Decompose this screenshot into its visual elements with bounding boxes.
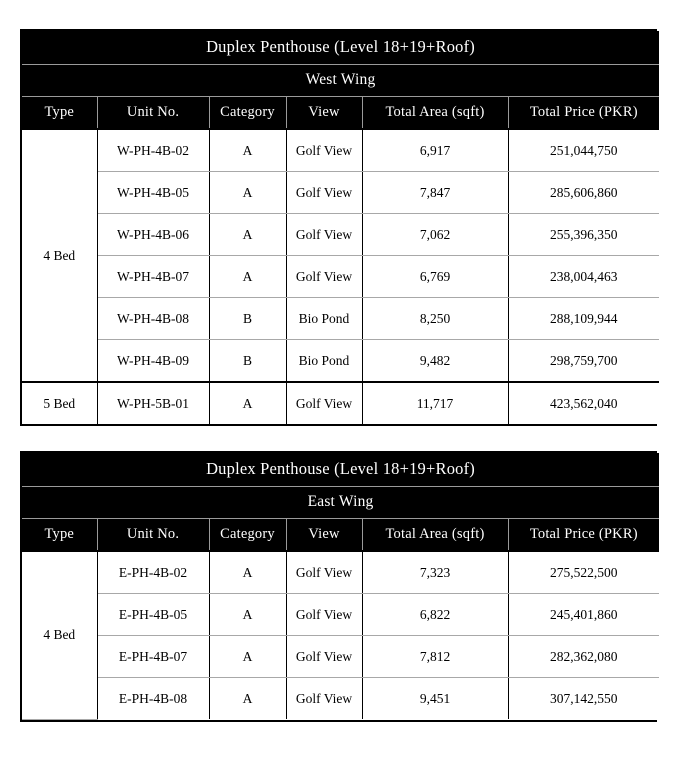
type-cell: 4 Bed bbox=[22, 129, 97, 382]
area-cell: 9,482 bbox=[362, 340, 508, 383]
category-cell: A bbox=[209, 551, 286, 594]
column-header-category: Category bbox=[209, 518, 286, 551]
price-cell: 285,606,860 bbox=[508, 172, 659, 214]
table-header bbox=[22, 453, 659, 551]
column-header-area: Total Area (sqft) bbox=[362, 518, 508, 551]
column-header-type: Type bbox=[22, 96, 97, 129]
area-cell: 6,917 bbox=[362, 129, 508, 172]
unit-cell: W-PH-4B-09 bbox=[97, 340, 209, 383]
view-cell: Golf View bbox=[286, 214, 362, 256]
column-header-row bbox=[22, 96, 659, 129]
price-cell: 298,759,700 bbox=[508, 340, 659, 383]
category-cell: A bbox=[209, 594, 286, 636]
category-cell: A bbox=[209, 256, 286, 298]
area-cell: 9,451 bbox=[362, 678, 508, 720]
table-title-row bbox=[22, 31, 659, 64]
category-cell: B bbox=[209, 340, 286, 383]
price-cell: 255,396,350 bbox=[508, 214, 659, 256]
area-cell: 7,847 bbox=[362, 172, 508, 214]
view-cell: Golf View bbox=[286, 678, 362, 720]
area-cell: 7,812 bbox=[362, 636, 508, 678]
table-body bbox=[22, 129, 659, 424]
table-body bbox=[22, 551, 659, 719]
view-cell: Golf View bbox=[286, 636, 362, 678]
pricing-table bbox=[22, 453, 659, 720]
area-cell: 11,717 bbox=[362, 382, 508, 424]
table-row bbox=[22, 551, 659, 594]
view-cell: Golf View bbox=[286, 172, 362, 214]
price-cell: 245,401,860 bbox=[508, 594, 659, 636]
unit-cell: E-PH-4B-05 bbox=[97, 594, 209, 636]
category-cell: A bbox=[209, 214, 286, 256]
view-cell: Golf View bbox=[286, 256, 362, 298]
area-cell: 7,323 bbox=[362, 551, 508, 594]
unit-cell: W-PH-5B-01 bbox=[97, 382, 209, 424]
type-cell: 5 Bed bbox=[22, 382, 97, 424]
price-cell: 423,562,040 bbox=[508, 382, 659, 424]
area-cell: 8,250 bbox=[362, 298, 508, 340]
unit-cell: E-PH-4B-08 bbox=[97, 678, 209, 720]
table-row bbox=[22, 256, 659, 298]
table-row bbox=[22, 298, 659, 340]
column-header-unit: Unit No. bbox=[97, 518, 209, 551]
table-header bbox=[22, 31, 659, 129]
view-cell: Bio Pond bbox=[286, 340, 362, 383]
table-row bbox=[22, 636, 659, 678]
unit-cell: W-PH-4B-02 bbox=[97, 129, 209, 172]
column-header-price: Total Price (PKR) bbox=[529, 103, 638, 120]
view-cell: Bio Pond bbox=[286, 298, 362, 340]
wing-label: West Wing bbox=[305, 71, 376, 88]
table-title: Duplex Penthouse (Level 18+19+Roof) bbox=[206, 459, 475, 479]
table-row bbox=[22, 678, 659, 720]
area-cell: 6,822 bbox=[362, 594, 508, 636]
unit-cell: E-PH-4B-02 bbox=[97, 551, 209, 594]
category-cell: A bbox=[209, 129, 286, 172]
pricing-table-east-wing bbox=[20, 451, 657, 722]
wing-label: East Wing bbox=[307, 493, 374, 510]
price-cell: 288,109,944 bbox=[508, 298, 659, 340]
column-header-area: Total Area (sqft) bbox=[362, 96, 508, 129]
unit-cell: W-PH-4B-07 bbox=[97, 256, 209, 298]
column-header-row bbox=[22, 518, 659, 551]
unit-cell: W-PH-4B-08 bbox=[97, 298, 209, 340]
price-cell: 251,044,750 bbox=[508, 129, 659, 172]
column-header-price: Total Price (PKR) bbox=[529, 525, 638, 542]
category-cell: A bbox=[209, 636, 286, 678]
view-cell: Golf View bbox=[286, 129, 362, 172]
table-row bbox=[22, 340, 659, 383]
area-cell: 6,769 bbox=[362, 256, 508, 298]
unit-cell: E-PH-4B-07 bbox=[97, 636, 209, 678]
table-wing-row bbox=[22, 486, 659, 518]
column-header-type: Type bbox=[22, 518, 97, 551]
table-row bbox=[22, 214, 659, 256]
view-cell: Golf View bbox=[286, 382, 362, 424]
table-row bbox=[22, 382, 659, 424]
pricing-table bbox=[22, 31, 659, 424]
price-cell: 275,522,500 bbox=[508, 551, 659, 594]
category-cell: A bbox=[209, 382, 286, 424]
category-cell: A bbox=[209, 678, 286, 720]
table-row bbox=[22, 594, 659, 636]
category-cell: A bbox=[209, 172, 286, 214]
pricing-table-west-wing bbox=[20, 29, 657, 426]
view-cell: Golf View bbox=[286, 594, 362, 636]
view-cell: Golf View bbox=[286, 551, 362, 594]
table-title-row bbox=[22, 453, 659, 486]
price-cell: 238,004,463 bbox=[508, 256, 659, 298]
area-cell: 7,062 bbox=[362, 214, 508, 256]
table-title: Duplex Penthouse (Level 18+19+Roof) bbox=[206, 37, 475, 57]
column-header-view: View bbox=[286, 518, 362, 551]
type-cell: 4 Bed bbox=[22, 551, 97, 719]
table-row bbox=[22, 172, 659, 214]
table-row bbox=[22, 129, 659, 172]
unit-cell: W-PH-4B-06 bbox=[97, 214, 209, 256]
table-wing-row bbox=[22, 64, 659, 96]
unit-cell: W-PH-4B-05 bbox=[97, 172, 209, 214]
column-header-category: Category bbox=[209, 96, 286, 129]
price-cell: 307,142,550 bbox=[550, 690, 618, 706]
price-cell: 282,362,080 bbox=[508, 636, 659, 678]
category-cell: B bbox=[209, 298, 286, 340]
column-header-view: View bbox=[286, 96, 362, 129]
column-header-unit: Unit No. bbox=[97, 96, 209, 129]
